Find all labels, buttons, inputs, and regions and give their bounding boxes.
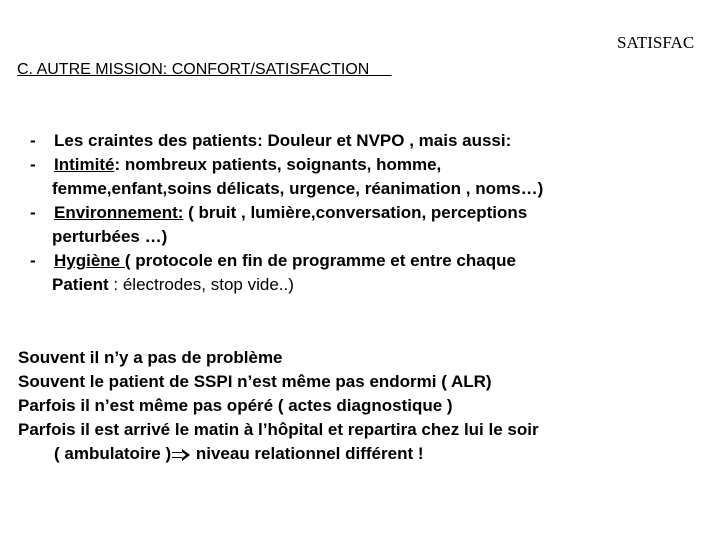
bullet-text: ( bruit , lumière,conversation, perceptions <box>183 203 528 222</box>
bullet-item <box>30 249 710 297</box>
paragraph-line: Parfois il n’est même pas opéré ( actes diagnostique ) <box>18 396 453 415</box>
bullet-dash: - <box>30 155 36 174</box>
summary-paragraph <box>18 346 718 466</box>
paragraph-line: Parfois il est arrivé le matin à l’hôpital et repartira chez lui le soir <box>18 420 539 439</box>
paragraph-line-last <box>18 442 718 466</box>
bullet-list <box>30 129 710 297</box>
bullet-continuation: perturbées …) <box>52 227 168 246</box>
section-heading: C. AUTRE MISSION: CONFORT/SATISFACTION <box>17 61 392 78</box>
paragraph-last-before: ( ambulatoire ) <box>54 444 172 463</box>
corner-label: SATISFAC <box>617 33 695 52</box>
bullet-item <box>30 153 710 201</box>
bullet-text: ( protocole en fin de programme et entre chaque <box>124 251 516 270</box>
paragraph-line: Souvent il n’y a pas de problème <box>18 348 283 367</box>
bullet-continuation <box>52 273 710 297</box>
bullet-dash: - <box>30 131 36 150</box>
paragraph-line: Souvent le patient de SSPI n’est même pas endormi ( ALR) <box>18 372 492 391</box>
bullet-dash: - <box>30 203 36 222</box>
bullet-continuation-normal: : électrodes, stop vide..) <box>113 275 294 294</box>
bullet-dash: - <box>30 251 36 270</box>
bullet-item <box>30 201 710 249</box>
bullet-continuation: femme,enfant,soins délicats, urgence, réanimation , noms…) <box>52 179 544 198</box>
paragraph-last-after: niveau relationnel différent ! <box>191 444 424 463</box>
bullet-keyword: Hygiène <box>54 251 125 270</box>
double-right-arrow-icon <box>172 449 190 461</box>
bullet-continuation-bold: Patient <box>52 275 114 294</box>
bullet-keyword: Intimité <box>54 155 115 174</box>
bullet-item <box>30 129 710 153</box>
bullet-text: : nombreux patients, soignants, homme, <box>114 155 442 174</box>
bullet-text: Les craintes des patients: Douleur et NVPO , mais aussi: <box>54 131 512 150</box>
bullet-keyword: Environnement: <box>54 203 184 222</box>
